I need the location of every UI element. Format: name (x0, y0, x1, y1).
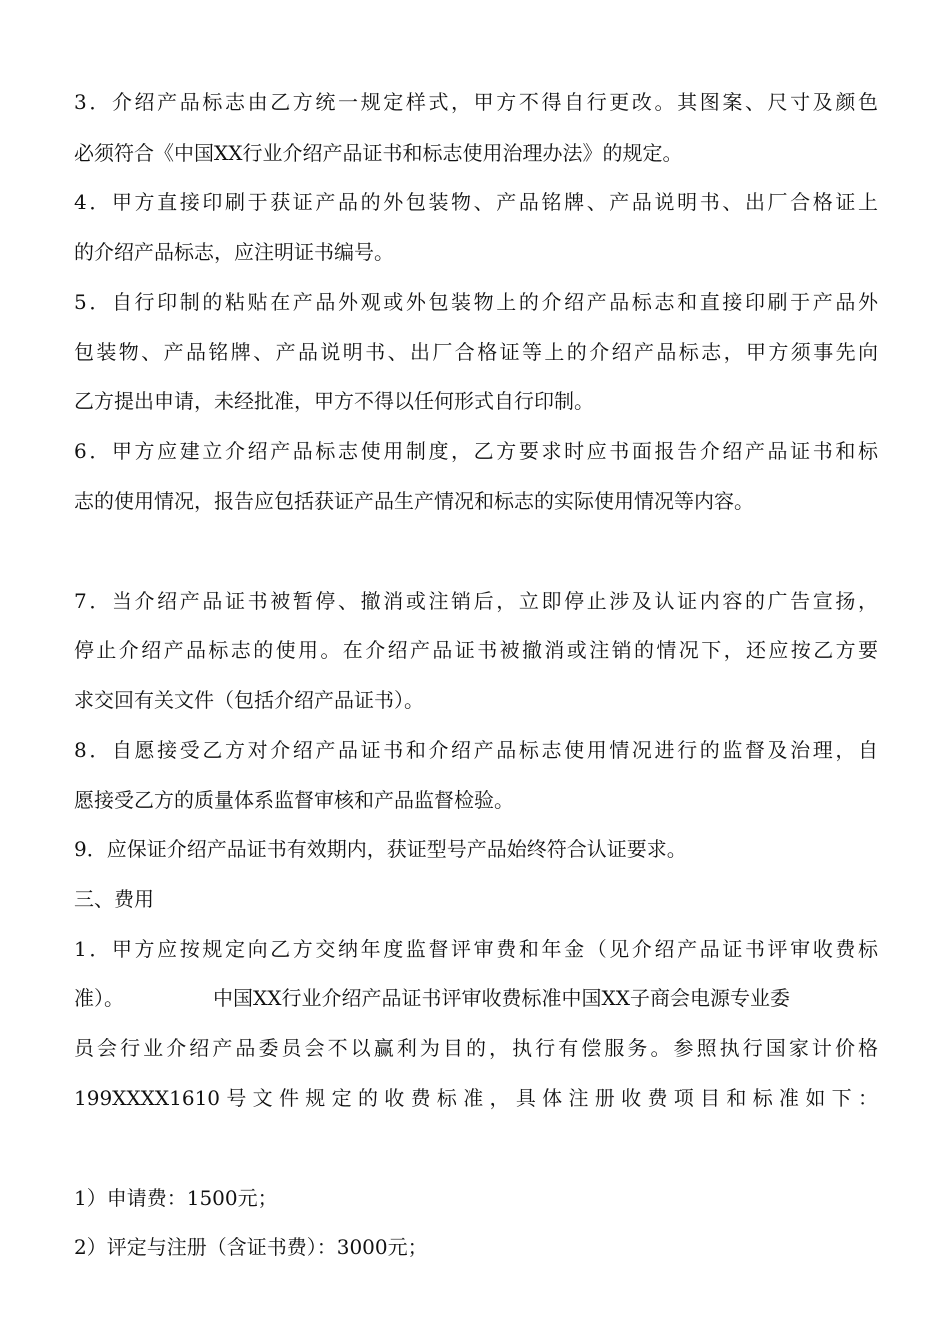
paragraph-4-line-2: 的介绍产品标志，应注明证书编号。 (74, 240, 394, 264)
fees-paragraph-1-line-4: 199XXXX1610号文件规定的收费标准，具体注册收费项目和标准如下： (74, 1086, 878, 1110)
paragraph-7-line-2: 停止介绍产品标志的使用。在介绍产品证书被撤消或注销的情况下，还应按乙方要 (74, 638, 878, 662)
paragraph-6-line-2: 志的使用情况，报告应包括获证产品生产情况和标志的实际使用情况等内容。 (74, 489, 754, 513)
fee-item-evaluation-registration: 2）评定与注册（含证书费）：3000元； (74, 1235, 428, 1259)
fees-paragraph-1-line-1: 1．甲方应按规定向乙方交纳年度监督评审费和年金（见介绍产品证书评审收费标 (74, 937, 878, 961)
section-heading-fees: 三、费用 (74, 887, 154, 911)
paragraph-3-line-1: 3．介绍产品标志由乙方统一规定样式，甲方不得自行更改。其图案、尺寸及颜色 (74, 90, 878, 114)
fees-paragraph-1-line-2: 准）。 中国XX行业介绍产品证书评审收费标准中国XX子商会电源专业委 (74, 986, 790, 1010)
paragraph-5-line-1: 5．自行印制的粘贴在产品外观或外包装物上的介绍产品标志和直接印刷于产品外 (74, 290, 878, 314)
fees-paragraph-1-line-3: 员会行业介绍产品委员会不以赢利为目的，执行有偿服务。参照执行国家计价格 (74, 1036, 878, 1060)
paragraph-5-line-3: 乙方提出申请，未经批准，甲方不得以任何形式自行印制。 (74, 389, 594, 413)
paragraph-5-line-2: 包装物、产品铭牌、产品说明书、出厂合格证等上的介绍产品标志，甲方须事先向 (74, 340, 878, 364)
paragraph-8-line-1: 8．自愿接受乙方对介绍产品证书和介绍产品标志使用情况进行的监督及治理，自 (74, 738, 878, 762)
fee-item-application: 1）申请费：1500元； (74, 1186, 278, 1210)
paragraph-9-line-1: 9．应保证介绍产品证书有效期内，获证型号产品始终符合认证要求。 (74, 837, 687, 861)
paragraph-4-line-1: 4．甲方直接印刷于获证产品的外包装物、产品铭牌、产品说明书、出厂合格证上 (74, 190, 878, 214)
paragraph-7-line-1: 7．当介绍产品证书被暂停、撤消或注销后，立即停止涉及认证内容的广告宣扬， (74, 589, 878, 613)
paragraph-7-line-3: 求交回有关文件（包括介绍产品证书）。 (74, 688, 424, 712)
paragraph-6-line-1: 6．甲方应建立介绍产品标志使用制度，乙方要求时应书面报告介绍产品证书和标 (74, 439, 878, 463)
paragraph-8-line-2: 愿接受乙方的质量体系监督审核和产品监督检验。 (74, 788, 514, 812)
paragraph-3-line-2: 必须符合《中国XX行业介绍产品证书和标志使用治理办法》的规定。 (74, 141, 683, 165)
